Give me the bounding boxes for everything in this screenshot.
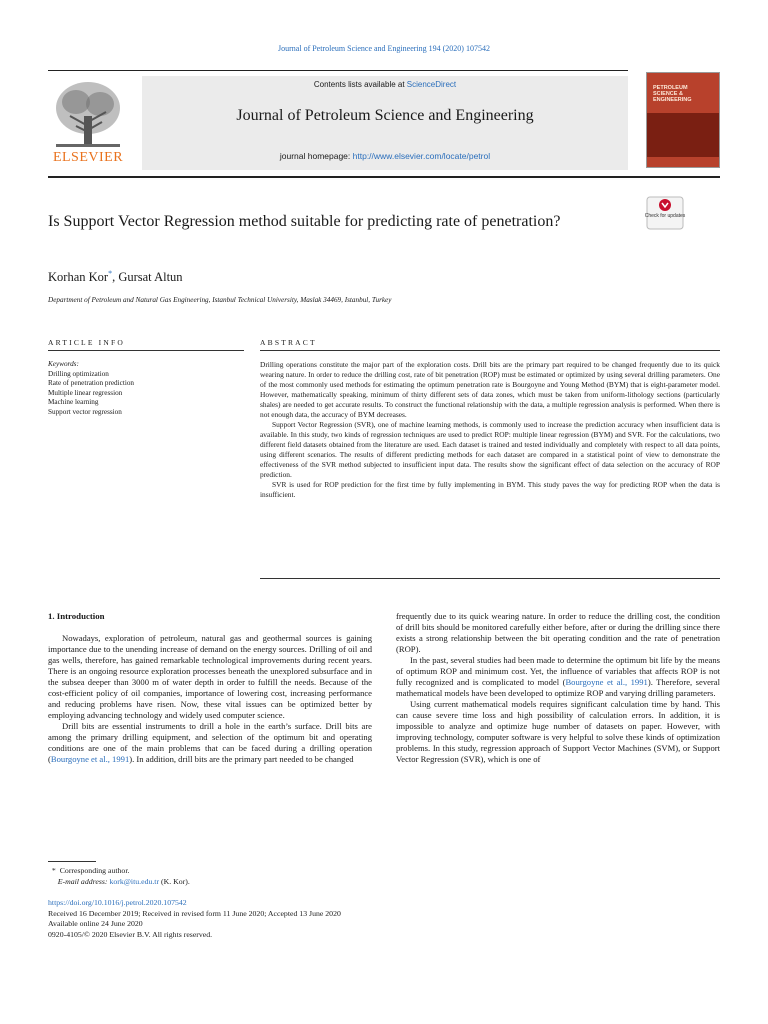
keywords-label: Keywords:: [48, 360, 79, 368]
citation-link[interactable]: Bourgoyne et al., 1991: [50, 754, 130, 764]
author-name[interactable]: Gursat Altun: [118, 270, 183, 285]
doi-link[interactable]: https://doi.org/10.1016/j.petrol.2020.107542: [48, 898, 187, 907]
keyword: Multiple linear regression: [48, 388, 123, 397]
section-heading: 1. Introduction: [48, 611, 105, 621]
corresponding-mark[interactable]: *: [108, 269, 113, 278]
check-for-updates-label: Check for updates: [644, 213, 686, 219]
body-paragraph: Using current mathematical models requires significant calculation time by hand. This can cause severe time loss and high possibility of calculation errors. In addition, it is impossible to analyze and optimize huge number of datasets on paper. However, with improving technology, computer software is very helpful to solve these kinds of optimization problems. In this study, regression approach of Support Vector Machines (SVM), or Support Vector Regression (SVR), which is one of: [396, 699, 720, 764]
header-top-rule: [48, 70, 628, 71]
body-text: Drill bits are essential instruments to drill a hole in the earth’s surface. Drill bits are among the primary drilling equipment, and selection of the optimum bit and operating conditions are one of the main problems that can be faced during a drilling operation (: [48, 721, 372, 764]
homepage-link[interactable]: http://www.elsevier.com/locate/petrol: [352, 151, 491, 161]
email-suffix: (K. Kor).: [161, 877, 190, 886]
keyword: Drilling optimization: [48, 369, 109, 378]
article-info-rule: [48, 350, 244, 351]
received-dates: Received 16 December 2019; Received in revised form 11 June 2020; Accepted 13 June 2020: [48, 908, 341, 918]
body-text: In the past, several studies had been made to determine the optimum bit life by the means of optimum ROP and minimum cost. Yet, the influence of variables that affects ROP is not fully recognized and is complicated to model (: [396, 655, 720, 687]
affiliation: Department of Petroleum and Natural Gas Engineering, Istanbul Technical University, Maslak 34469, Istanbul, Turkey: [48, 296, 392, 304]
body-column-right: [396, 611, 720, 765]
elsevier-wordmark: ELSEVIER: [52, 150, 124, 165]
homepage-prefix: journal homepage:: [279, 151, 353, 161]
abstract-body: [260, 360, 720, 500]
abstract-end-rule: [260, 578, 720, 579]
header-bottom-rule: [48, 176, 720, 178]
corresponding-author-label: Corresponding author.: [59, 866, 130, 875]
publication-info: [48, 898, 341, 940]
contents-line: [142, 80, 628, 89]
keywords-block: [48, 360, 244, 417]
article-title: Is Support Vector Regression method suitable for predicting rate of penetration?: [48, 213, 561, 230]
cover-image-band: [647, 113, 720, 157]
keyword: Support vector regression: [48, 407, 122, 416]
abstract-rule: [260, 350, 720, 351]
abstract-paragraph: Support Vector Regression (SVR), one of machine learning methods, is commonly used to increase the prediction accuracy when insufficient data is available. In this study, two kinds of regression techniques are used to predict ROP: multiple linear regression (BYM) and SVR. For the calculations, two different field datasets obtained from the literature are used. Each dataset is trained and tested individually and completely with respect to all data points, using different scenarios. The results of different predicting methods for each dataset are compared in a statistical point of view to demonstrate the effectiveness of the SVR method subjected to insufficient input data. The results show the significant effect of data selection on the accuracy of ROP prediction.: [260, 420, 720, 479]
abstract-paragraph: Drilling operations constitute the major part of the exploration costs. Drill bits are the primary part required to be changed frequently due to its quick wearing nature. In order to reduce the drilling cost, rate of bit penetration (ROP) must be estimated or optimized by using several drilling parameters. One of the most commonly used methods for estimating the optimum penetration rate is Bourgoyne and Young Method (BYM) that is eight-parameter model. However, mathematically speaking, minimum of thirty different sets of data zones, which must be taken from uniform-lithology sections (particularly shales) are needed to get accurate results. To construct the functional relationship with the data, a multiple regression analysis is performed. When there is not enough data, the accuracy of BYM decreases.: [260, 360, 720, 419]
email-link[interactable]: kork@itu.edu.tr: [109, 877, 160, 886]
body-paragraph: [48, 721, 372, 765]
email-label: E-mail address:: [57, 877, 108, 886]
author-separator: ,: [112, 270, 119, 285]
contents-prefix: Contents lists available at: [313, 80, 407, 89]
running-head: Journal of Petroleum Science and Engineering 194 (2020) 107542: [278, 44, 490, 53]
author-line: [48, 269, 183, 285]
cover-title: PETROLEUM SCIENCE & ENGINEERING: [653, 85, 692, 103]
journal-cover-thumbnail: [646, 72, 720, 168]
body-text: ). In addition, drill bits are the primary part needed to be changed: [129, 754, 354, 764]
sciencedirect-link[interactable]: ScienceDirect: [406, 80, 457, 89]
journal-title: Journal of Petroleum Science and Engineering: [236, 107, 534, 124]
copyright: 0920-4105/© 2020 Elsevier B.V. All rights reserved.: [48, 929, 213, 939]
keyword: Machine learning: [48, 398, 99, 406]
abstract-heading: ABSTRACT: [260, 338, 317, 347]
author-name[interactable]: Korhan Kor: [48, 270, 109, 285]
email-line: [48, 876, 190, 887]
body-column-left: [48, 633, 372, 765]
available-online: Available online 24 June 2020: [48, 919, 143, 928]
footnote-mark: *: [51, 866, 56, 875]
body-paragraph: [396, 655, 720, 699]
homepage-line: [142, 151, 628, 161]
article-info-heading: ARTICLE INFO: [48, 338, 125, 347]
body-paragraph: Nowadays, exploration of petroleum, natural gas and geothermal sources is gaining importance due to the unending increase of demand on the energy sources. Drilling of oil and gas wells, therefore, has gained remarkable technological improvements during recent years. There is an ongoing resource exploration processes beneath the unexplored subsurface and in the subsea deeper than 3000 m of water depth in order to fulfill the needs. Because of the cost-efficient policy of oil companies, importance of lowering cost, increasing performance and reducing problems have risen. Now, these vital issues can be optimized better by employing advancing technology and widely used computer science.: [48, 633, 372, 720]
keyword: Rate of penetration prediction: [48, 379, 135, 387]
abstract-paragraph: SVR is used for ROP prediction for the first time by fully implementing in BYM. This study paves the way for predicting ROP when the data is insufficient.: [260, 480, 720, 499]
corresponding-author-note: [48, 865, 190, 876]
footnote: [48, 865, 190, 887]
body-paragraph: frequently due to its quick wearing nature. In order to reduce the drilling cost, the condition of drill bits should be monitored carefully either before, after or during the drilling since there exists a strong relationship between the bit operating condition and the rate of penetration (ROP).: [396, 611, 720, 654]
body-text: ). Therefore, several mathematical models have been developed to optimize ROP and varying drilling parameters.: [396, 677, 720, 698]
footnote-rule: [48, 861, 96, 862]
citation-link[interactable]: Bourgoyne et al., 1991: [565, 677, 648, 687]
